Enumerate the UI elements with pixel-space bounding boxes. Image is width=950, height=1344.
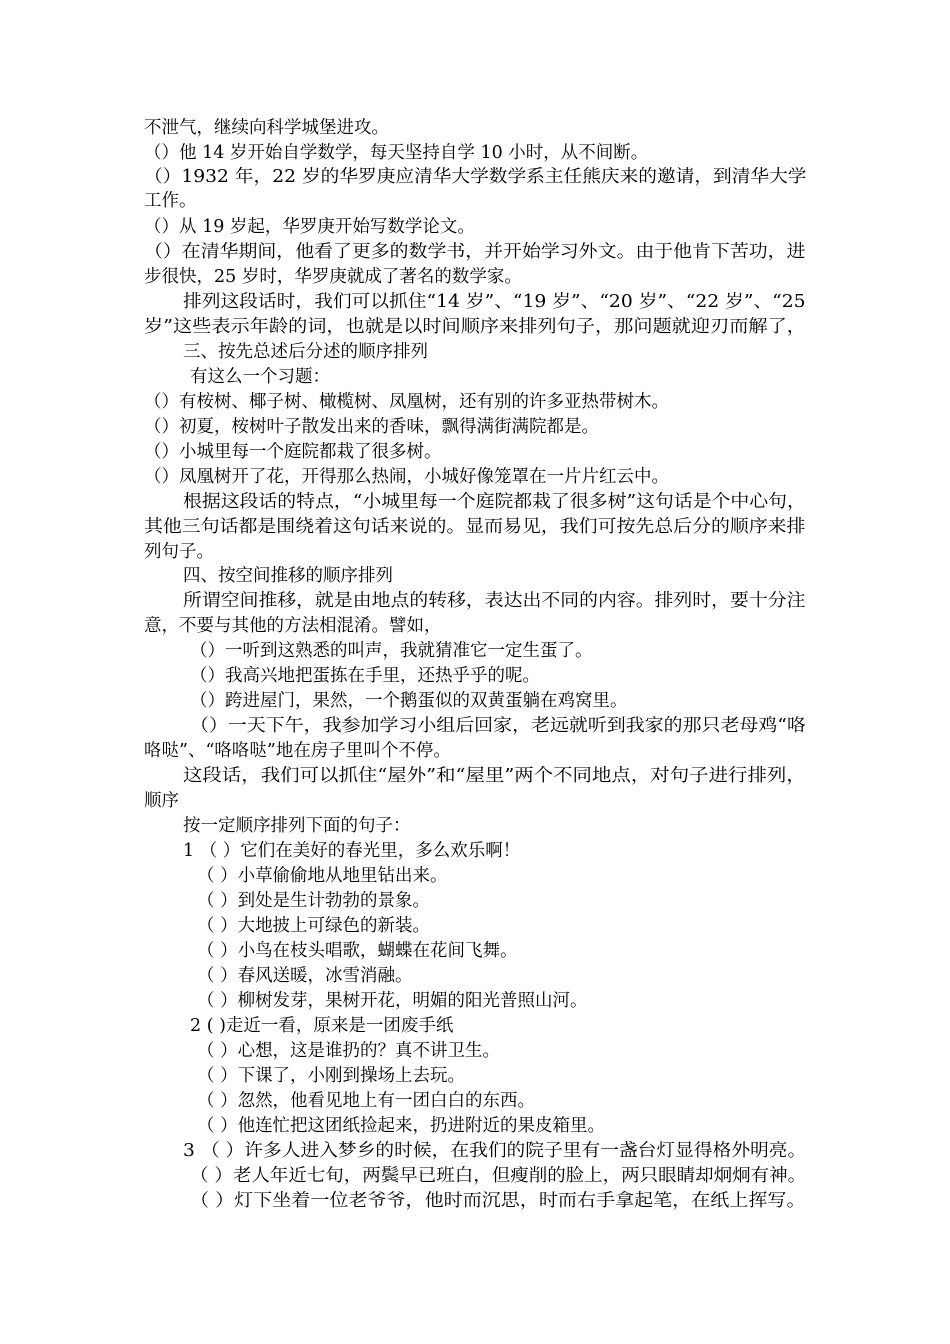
text-line: 所谓空间推移，就是由地点的转移，表达出不同的内容。排列时，要十分注	[183, 591, 806, 611]
text-line: （）1932 年，22 岁的华罗庚应清华大学数学系主任熊庆来的邀请，到清华大学	[144, 167, 807, 187]
text-line: 3 （ ）许多人进入梦乡的时候，在我们的院子里有一盏台灯显得格外明亮。	[183, 1141, 807, 1161]
text-line: （）一听到这熟悉的叫声，我就猜准它一定生蛋了。	[190, 641, 593, 661]
text-line: （ ）到处是生计勃勃的景象。	[197, 891, 431, 911]
text-line: （ ）春风送暖，冰雪消融。	[197, 966, 413, 986]
text-line: （）他 14 岁开始自学数学，每天坚持自学 10 小时，从不间断。	[144, 143, 649, 163]
text-line: （ ）柳树发芽，果树开花，明媚的阳光普照山河。	[197, 991, 588, 1011]
text-line: （）我高兴地把蛋拣在手里，还热乎乎的呢。	[190, 666, 540, 686]
text-line: （ ）老人年近七旬，两鬓早已班白，但瘦削的脸上，两只眼睛却炯炯有神。	[190, 1166, 807, 1186]
text-line: 1 （ ）它们在美好的春光里，多么欢乐啊！	[183, 841, 521, 861]
text-line: （ ）下课了，小刚到操场上去玩。	[197, 1066, 466, 1086]
text-line: 根据这段话的特点，“小城里每一个庭院都栽了很多树”这句话是个中心句，	[183, 492, 806, 512]
text-line: 工作。	[144, 191, 197, 211]
text-line: 意，不要与其他的方法相混淆。譬如，	[144, 616, 442, 636]
text-line: （）凤凰树开了花，开得那么热闹，小城好像笼罩在一片片红云中。	[144, 467, 669, 487]
text-line: （）有桉树、椰子树、橄榄树、凤凰树，还有别的许多亚热带树木。	[144, 392, 669, 412]
text-line: （ ）大地披上可绿色的新装。	[197, 916, 431, 936]
text-line: （）在清华期间，他看了更多的数学书，并开始学习外文。由于他肯下苦功，进	[144, 242, 806, 262]
text-line: （）从 19 岁起，华罗庚开始写数学论文。	[144, 217, 475, 237]
text-line: 三、按先总述后分述的顺序排列	[183, 342, 428, 362]
text-line: （ ）心想，这是谁扔的？真不讲卫生。	[197, 1041, 501, 1061]
text-line: （）小城里每一个庭院都栽了很多树。	[144, 442, 442, 462]
text-line: （ ）忽然，他看见地上有一团白白的东西。	[197, 1091, 536, 1111]
text-line: （）跨进屋门，果然，一个鹅蛋似的双黄蛋躺在鸡窝里。	[190, 691, 628, 711]
text-line: 2 ( )走近一看，原来是一团废手纸	[190, 1016, 454, 1036]
text-line: （ ）他连忙把这团纸捡起来，扔进附近的果皮箱里。	[197, 1116, 606, 1136]
text-line: （ ）灯下坐着一位老爷爷，他时而沉思，时而右手拿起笔，在纸上挥写。	[190, 1191, 806, 1211]
text-line: 其他三句话都是围绕着这句话来说的。显而易见，我们可按先总后分的顺序来排	[144, 517, 806, 537]
text-line: 步很快，25 岁时，华罗庚就成了著名的数学家。	[144, 267, 522, 287]
text-line: 列句子。	[144, 542, 214, 562]
text-line: 不泄气，继续向科学城堡进攻。	[144, 118, 389, 138]
text-line: 顺序	[144, 791, 179, 811]
text-line: 咯哒”、“咯咯哒”地在房子里叫个不停。	[144, 741, 451, 761]
text-line: 有这么一个习题：	[190, 367, 330, 387]
text-line: （ ）小草偷偷地从地里钻出来。	[197, 866, 448, 886]
text-line: 岁”这些表示年龄的词，也就是以时间顺序来排列句子，那问题就迎刃而解了，	[144, 317, 806, 337]
text-line: 排列这段话时，我们可以抓住“14 岁”、“19 岁”、“20 岁”、“22 岁”、“25	[183, 292, 806, 312]
text-line: 四、按空间推移的顺序排列	[183, 566, 393, 586]
text-line: （）一天下午，我参加学习小组后回家，老远就听到我家的那只老母鸡“咯	[190, 716, 806, 736]
text-line: 这段话，我们可以抓住“屋外”和“屋里”两个不同地点，对句子进行排列，	[183, 766, 806, 786]
text-line: 按一定顺序排列下面的句子：	[183, 816, 411, 836]
text-line: （）初夏，桉树叶子散发出来的香味，飘得满街满院都是。	[144, 417, 599, 437]
text-line: （ ）小鸟在枝头唱歌，蝴蝶在花间飞舞。	[197, 941, 518, 961]
